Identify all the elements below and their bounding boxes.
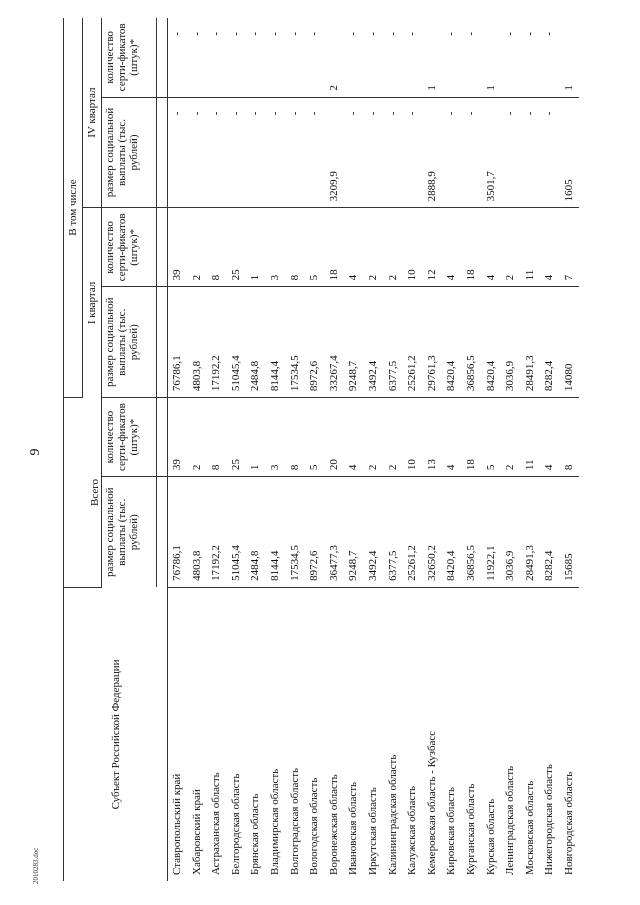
- q1-size-cell: 4803,8: [188, 287, 208, 398]
- total-count-cell: 8: [560, 398, 580, 477]
- table-row: [560, 18, 580, 881]
- q1-size-cell: 8972,6: [305, 287, 325, 398]
- total-size-cell: 3036,9: [501, 477, 521, 588]
- q1-size-cell: 33267,4: [325, 287, 345, 398]
- region-cell: Кировская область: [445, 786, 458, 875]
- q1-size-cell: 36856,5: [462, 287, 482, 398]
- q4-count-cell: 1: [482, 18, 502, 97]
- total-size-cell: 8282,4: [540, 477, 560, 588]
- table-row: [364, 18, 384, 881]
- q1-size-cell: 8420,4: [482, 287, 502, 398]
- q4-count-cell: 2: [325, 18, 345, 97]
- table-row: [403, 18, 423, 881]
- total-size-cell: 11922,1: [482, 477, 502, 588]
- total-count-cell: 2: [364, 398, 384, 477]
- q1-size-cell: 14080: [560, 287, 580, 398]
- q1-count-cell: 2: [501, 208, 521, 287]
- q4-count-cell: -: [246, 18, 266, 97]
- q4-count-cell: -: [207, 18, 227, 97]
- q4-size-cell: 3501,7: [482, 97, 502, 208]
- q1-count-cell: 4: [540, 208, 560, 287]
- total-count-cell: 25: [227, 398, 247, 477]
- q4-count-cell: 1: [423, 18, 443, 97]
- q1-size-cell: 76786,1: [168, 287, 188, 398]
- q4-count-cell: -: [501, 18, 521, 97]
- q1-count-cell: 1: [246, 208, 266, 287]
- header-q4-count: количество серти-фикатов (штук)*: [102, 18, 157, 97]
- total-size-cell: 17534,5: [286, 477, 306, 588]
- q4-size-cell: -: [403, 97, 423, 208]
- region-cell: Калужская область: [406, 785, 419, 875]
- header-total-size: размер социальной выплаты (тыс. рублей): [102, 477, 157, 588]
- social-payments-table: [63, 18, 579, 881]
- q1-size-cell: 8144,4: [266, 287, 286, 398]
- q4-count-cell: -: [403, 18, 423, 97]
- region-cell: Брянская область: [249, 793, 262, 875]
- q1-size-cell: 17534,5: [286, 287, 306, 398]
- total-size-cell: 28491,3: [521, 477, 541, 588]
- table-row: [501, 18, 521, 881]
- q1-count-cell: 39: [168, 208, 188, 287]
- table-row: [344, 18, 364, 881]
- region-cell: Астраханская область: [210, 772, 223, 875]
- total-size-cell: 15685: [560, 477, 580, 588]
- total-size-cell: 76786,1: [168, 477, 188, 588]
- total-size-cell: 51045,4: [227, 477, 247, 588]
- total-size-cell: 25261,2: [403, 477, 423, 588]
- q1-size-cell: 9248,7: [344, 287, 364, 398]
- q1-size-cell: 6377,5: [384, 287, 404, 398]
- q4-count-cell: -: [364, 18, 384, 97]
- table-row: [462, 18, 482, 881]
- total-count-cell: 4: [344, 398, 364, 477]
- q4-size-cell: -: [168, 97, 188, 208]
- q4-count-cell: -: [168, 18, 188, 97]
- q1-count-cell: 10: [403, 208, 423, 287]
- table-row: [305, 18, 325, 881]
- document-footer: 2010283.doc: [32, 847, 40, 884]
- table-row: [266, 18, 286, 881]
- table-row: [482, 18, 502, 881]
- total-count-cell: 4: [442, 398, 462, 477]
- region-cell: Курганская область: [464, 783, 477, 875]
- header-spacer: [157, 208, 168, 287]
- total-size-cell: 17192,2: [207, 477, 227, 588]
- total-size-cell: 32650,2: [423, 477, 443, 588]
- region-cell: Калининградская область: [386, 754, 399, 875]
- q4-count-cell: -: [305, 18, 325, 97]
- q1-size-cell: 17192,2: [207, 287, 227, 398]
- q4-count-cell: -: [384, 18, 404, 97]
- q4-size-cell: 2888,9: [423, 97, 443, 208]
- q1-count-cell: 18: [325, 208, 345, 287]
- region-cell: Иркутская область: [366, 787, 379, 875]
- table-row: [227, 18, 247, 881]
- rotated-table-container: [63, 18, 579, 881]
- table-row: [521, 18, 541, 881]
- q4-size-cell: -: [501, 97, 521, 208]
- total-size-cell: 8144,4: [266, 477, 286, 588]
- q4-size-cell: -: [227, 97, 247, 208]
- table-row: [246, 18, 266, 881]
- q1-count-cell: 25: [227, 208, 247, 287]
- header-spacer: [157, 287, 168, 398]
- total-size-cell: 8420,4: [442, 477, 462, 588]
- header-q4-size: размер социальной выплаты (тыс. рублей): [102, 97, 157, 208]
- q1-count-cell: 7: [560, 208, 580, 287]
- total-size-cell: 8972,6: [305, 477, 325, 588]
- q4-count-cell: 1: [560, 18, 580, 97]
- q1-count-cell: 3: [266, 208, 286, 287]
- q1-count-cell: 11: [521, 208, 541, 287]
- table-header: [64, 18, 168, 881]
- header-total-count: количество серти-фикатов (штук)*: [102, 398, 157, 477]
- region-cell: Нижегородская область: [543, 764, 556, 875]
- q4-count-cell: -: [286, 18, 306, 97]
- total-count-cell: 8: [286, 398, 306, 477]
- q1-count-cell: 4: [482, 208, 502, 287]
- table-row: [286, 18, 306, 881]
- q4-count-cell: -: [442, 18, 462, 97]
- q4-count-cell: -: [227, 18, 247, 97]
- q4-count-cell: -: [540, 18, 560, 97]
- header-q1-count: количество серти-фикатов (штук)*: [102, 208, 157, 287]
- q4-size-cell: -: [521, 97, 541, 208]
- q1-size-cell: 3492,4: [364, 287, 384, 398]
- table-row: [188, 18, 208, 881]
- region-cell: Ленинградская область: [504, 765, 517, 875]
- table-row: [540, 18, 560, 881]
- q1-count-cell: 2: [188, 208, 208, 287]
- total-count-cell: 10: [403, 398, 423, 477]
- header-q1-size: размер социальной выплаты (тыс. рублей): [102, 287, 157, 398]
- q1-size-cell: 3036,9: [501, 287, 521, 398]
- q1-size-cell: 2484,8: [246, 287, 266, 398]
- q1-count-cell: 4: [442, 208, 462, 287]
- q1-count-cell: 8: [207, 208, 227, 287]
- q4-size-cell: -: [305, 97, 325, 208]
- table-body: [168, 18, 580, 881]
- region-cell: Хабаровский край: [190, 789, 203, 875]
- q4-count-cell: -: [462, 18, 482, 97]
- q4-count-cell: -: [344, 18, 364, 97]
- header-spacer: [157, 97, 168, 208]
- q1-size-cell: 25261,2: [403, 287, 423, 398]
- table-row: [168, 18, 188, 881]
- q4-size-cell: -: [384, 97, 404, 208]
- total-size-cell: 36477,3: [325, 477, 345, 588]
- q1-count-cell: 18: [462, 208, 482, 287]
- region-cell: Ивановская область: [347, 781, 360, 875]
- total-size-cell: 6377,5: [384, 477, 404, 588]
- q4-count-cell: -: [188, 18, 208, 97]
- header-spacer: [157, 398, 168, 477]
- q4-size-cell: -: [540, 97, 560, 208]
- total-count-cell: 2: [188, 398, 208, 477]
- q1-count-cell: 5: [305, 208, 325, 287]
- total-count-cell: 5: [305, 398, 325, 477]
- q4-size-cell: 1605: [560, 97, 580, 208]
- header-subject: Субъект Российской Федерации: [64, 587, 168, 881]
- header-q1: I квартал: [83, 208, 102, 398]
- q1-count-cell: 2: [364, 208, 384, 287]
- total-size-cell: 9248,7: [344, 477, 364, 588]
- region-cell: Кемеровская область - Кузбасс: [425, 730, 438, 875]
- region-cell: Вологодская область: [308, 777, 321, 875]
- region-cell: Владимирская область: [268, 768, 281, 875]
- region-cell: Курская область: [484, 798, 497, 875]
- total-count-cell: 13: [423, 398, 443, 477]
- total-count-cell: 1: [246, 398, 266, 477]
- q4-size-cell: 3209,9: [325, 97, 345, 208]
- q1-size-cell: 8420,4: [442, 287, 462, 398]
- total-count-cell: 8: [207, 398, 227, 477]
- table-row: [442, 18, 462, 881]
- total-count-cell: 18: [462, 398, 482, 477]
- header-total: Всего: [64, 398, 102, 588]
- total-count-cell: 11: [521, 398, 541, 477]
- q4-count-cell: -: [266, 18, 286, 97]
- header-including: В том числе: [64, 18, 83, 398]
- q4-size-cell: -: [246, 97, 266, 208]
- q4-size-cell: -: [188, 97, 208, 208]
- total-size-cell: 2484,8: [246, 477, 266, 588]
- total-count-cell: 4: [540, 398, 560, 477]
- table-row: [207, 18, 227, 881]
- region-cell: Московская область: [523, 780, 536, 875]
- header-spacer: [157, 477, 168, 588]
- q4-size-cell: -: [462, 97, 482, 208]
- q4-size-cell: -: [266, 97, 286, 208]
- q4-count-cell: -: [521, 18, 541, 97]
- region-cell: Ставропольский край: [171, 773, 183, 875]
- total-count-cell: 20: [325, 398, 345, 477]
- q1-size-cell: 28491,3: [521, 287, 541, 398]
- region-cell: Воронежская область: [327, 774, 340, 875]
- header-q4: IV квартал: [83, 18, 102, 208]
- total-count-cell: 39: [168, 398, 188, 477]
- q4-size-cell: -: [286, 97, 306, 208]
- region-cell: Волгоградская область: [288, 767, 301, 875]
- q1-size-cell: 8282,4: [540, 287, 560, 398]
- q1-count-cell: 2: [384, 208, 404, 287]
- total-count-cell: 2: [501, 398, 521, 477]
- q1-count-cell: 12: [423, 208, 443, 287]
- table-row: [325, 18, 345, 881]
- page-number: 9: [28, 448, 43, 456]
- table-row: [423, 18, 443, 881]
- total-count-cell: 2: [384, 398, 404, 477]
- q4-size-cell: -: [344, 97, 364, 208]
- total-count-cell: 3: [266, 398, 286, 477]
- q4-size-cell: -: [442, 97, 462, 208]
- q1-size-cell: 51045,4: [227, 287, 247, 398]
- q1-count-cell: 8: [286, 208, 306, 287]
- q4-size-cell: -: [207, 97, 227, 208]
- q4-size-cell: -: [364, 97, 384, 208]
- header-spacer: [157, 18, 168, 97]
- total-size-cell: 4803,8: [188, 477, 208, 588]
- table-row: [384, 18, 404, 881]
- total-size-cell: 36856,5: [462, 477, 482, 588]
- total-size-cell: 3492,4: [364, 477, 384, 588]
- total-count-cell: 5: [482, 398, 502, 477]
- q1-count-cell: 4: [344, 208, 364, 287]
- region-cell: Белгородская область: [229, 773, 242, 875]
- region-cell: Новгородская область: [562, 771, 575, 875]
- q1-size-cell: 29761,3: [423, 287, 443, 398]
